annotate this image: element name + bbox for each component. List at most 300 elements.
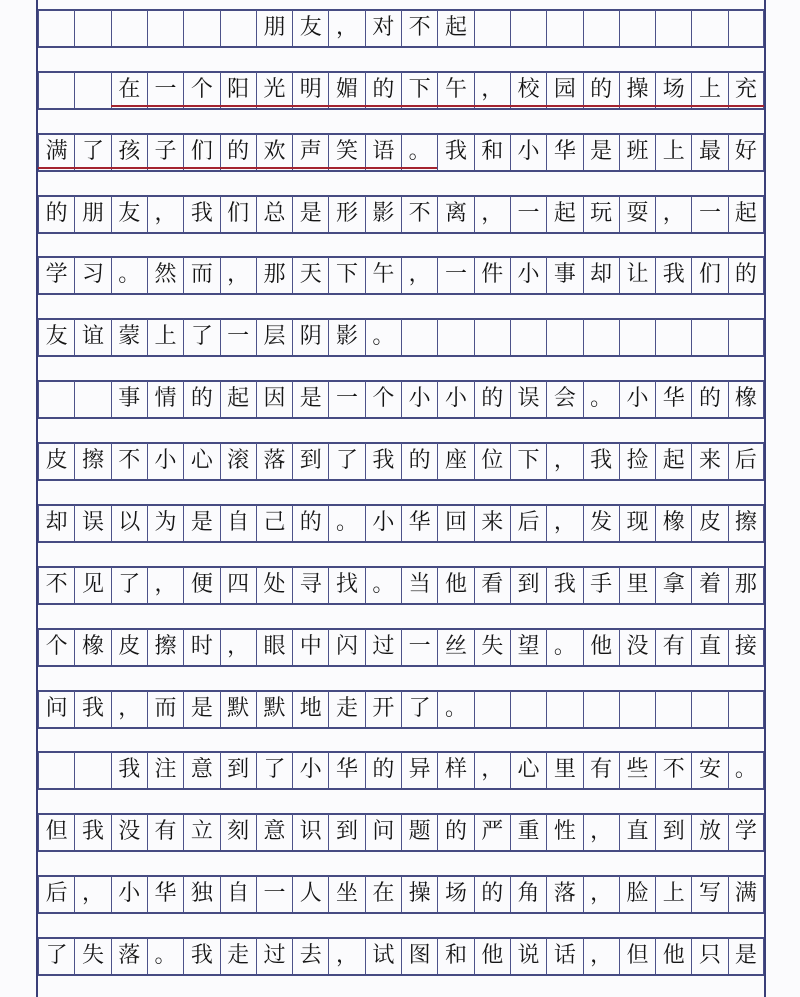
grid-cell: 识: [292, 814, 328, 850]
grid-cell: 习: [74, 257, 110, 293]
grid-cell: 天: [292, 257, 328, 293]
grid-cell: 寻: [292, 567, 328, 603]
grid-line: [38, 727, 764, 729]
text-row: [38, 691, 764, 727]
grid-cell: 子: [147, 134, 183, 170]
grid-cell: 一: [401, 629, 437, 665]
grid-line: [38, 355, 764, 357]
grid-cell: 下: [401, 72, 437, 108]
grid-cell: 午: [437, 72, 473, 108]
grid-cell: 媚: [328, 72, 364, 108]
grid-cell: 了: [111, 567, 147, 603]
grid-cell: 的: [38, 196, 74, 232]
text-row: [38, 876, 764, 912]
grid-cell: 一: [510, 196, 546, 232]
grid-cell: 是: [292, 196, 328, 232]
grid-cell: [510, 691, 546, 727]
grid-cell: 小: [510, 257, 546, 293]
grid-cell: 样: [437, 752, 473, 788]
grid-cell: 处: [256, 567, 292, 603]
grid-cell: ，: [474, 196, 510, 232]
grid-cell: 来: [474, 505, 510, 541]
grid-cell: 望: [510, 629, 546, 665]
grid-cell: 刻: [220, 814, 256, 850]
grid-cell: [546, 319, 582, 355]
grid-cell: 。: [437, 691, 473, 727]
grid-cell: 来: [691, 443, 727, 479]
grid-cell: ，: [474, 752, 510, 788]
grid-cell: 光: [256, 72, 292, 108]
grid-cell: 我: [583, 443, 619, 479]
grid-cell: 当: [401, 567, 437, 603]
grid-cell: 是: [292, 381, 328, 417]
grid-cell: 离: [437, 196, 473, 232]
grid-cell: 失: [474, 629, 510, 665]
grid-cell: 我: [74, 814, 110, 850]
grid-cell: [619, 10, 655, 46]
grid-cell: 座: [437, 443, 473, 479]
grid-cell: 直: [691, 629, 727, 665]
grid-line: [38, 417, 764, 419]
grid-cell: 欢: [256, 134, 292, 170]
grid-cell: 默: [220, 691, 256, 727]
grid-cell: 小: [401, 381, 437, 417]
grid-cell: 下: [328, 257, 364, 293]
grid-cell: 玩: [583, 196, 619, 232]
grid-cell: 满: [728, 876, 764, 912]
grid-cell: 时: [183, 629, 219, 665]
grid-cell: [74, 381, 110, 417]
grid-cell: 。: [147, 938, 183, 974]
grid-cell: 在: [365, 876, 401, 912]
grid-cell: 了: [401, 691, 437, 727]
grid-cell: 落: [546, 876, 582, 912]
grid-cell: 然: [147, 257, 183, 293]
grid-cell: 是: [583, 134, 619, 170]
grid-cell: [655, 319, 691, 355]
grid-cell: 。: [401, 134, 437, 170]
text-row: [38, 72, 764, 108]
grid-cell: 。: [546, 629, 582, 665]
grid-cell: 着: [691, 567, 727, 603]
text-row: [38, 257, 764, 293]
grid-cell: 放: [691, 814, 727, 850]
grid-line: [38, 232, 764, 234]
grid-cell: 那: [256, 257, 292, 293]
grid-cell: 最: [691, 134, 727, 170]
grid-cell: 事: [546, 257, 582, 293]
grid-cell: 和: [474, 134, 510, 170]
grid-cell: 题: [401, 814, 437, 850]
grid-cell: 滚: [220, 443, 256, 479]
grid-cell: 上: [691, 72, 727, 108]
grid-line: [38, 293, 764, 295]
grid-cell: 声: [292, 134, 328, 170]
grid-cell: 班: [619, 134, 655, 170]
grid-cell: 没: [111, 814, 147, 850]
grid-cell: [546, 691, 582, 727]
grid-cell: 没: [619, 629, 655, 665]
grid-cell: [474, 10, 510, 46]
grid-cell: 不: [38, 567, 74, 603]
grid-cell: ，: [401, 257, 437, 293]
grid-cell: 朋: [256, 10, 292, 46]
grid-cell: 说: [510, 938, 546, 974]
grid-cell: [474, 691, 510, 727]
grid-cell: 却: [583, 257, 619, 293]
grid-cell: 上: [147, 319, 183, 355]
grid-cell: [691, 10, 727, 46]
grid-cell: 阴: [292, 319, 328, 355]
grid-cell: ，: [546, 505, 582, 541]
grid-cell: 的: [691, 381, 727, 417]
grid-cell: 。: [583, 381, 619, 417]
grid-cell: 个: [365, 381, 401, 417]
grid-cell: 不: [111, 443, 147, 479]
grid-cell: 友: [38, 319, 74, 355]
grid-cell: 误: [74, 505, 110, 541]
grid-cell: 却: [38, 505, 74, 541]
grid-cell: 上: [655, 134, 691, 170]
grid-line: [38, 479, 764, 481]
grid-cell: [74, 72, 110, 108]
grid-cell: 发: [583, 505, 619, 541]
grid-cell: 失: [74, 938, 110, 974]
grid-cell: 角: [510, 876, 546, 912]
grid-cell: 只: [691, 938, 727, 974]
grid-cell: 影: [365, 196, 401, 232]
grid-cell: 的: [365, 752, 401, 788]
grid-cell: ，: [74, 876, 110, 912]
grid-line: [38, 170, 764, 172]
grid-cell: 情: [147, 381, 183, 417]
grid-cell: 我: [365, 443, 401, 479]
grid-cell: 校: [510, 72, 546, 108]
grid-cell: [691, 319, 727, 355]
grid-cell: 一: [691, 196, 727, 232]
grid-cell: 而: [183, 257, 219, 293]
grid-cell: [474, 319, 510, 355]
grid-cell: 学: [38, 257, 74, 293]
grid-cell: 重: [510, 814, 546, 850]
grid-cell: [74, 752, 110, 788]
grid-cell: 皮: [691, 505, 727, 541]
grid-cell: 朋: [74, 196, 110, 232]
grid-cell: 擦: [728, 505, 764, 541]
red-underline: [111, 105, 764, 107]
grid-cell: 己: [256, 505, 292, 541]
grid-cell: 异: [401, 752, 437, 788]
grid-cell: 层: [256, 319, 292, 355]
text-row: [38, 938, 764, 974]
grid-cell: 有: [655, 629, 691, 665]
grid-cell: 满: [38, 134, 74, 170]
grid-line: [38, 665, 764, 667]
grid-cell: 起: [437, 10, 473, 46]
grid-cell: 默: [256, 691, 292, 727]
grid-cell: 起: [220, 381, 256, 417]
grid-line: [38, 603, 764, 605]
grid-cell: 些: [619, 752, 655, 788]
grid-cell: 自: [220, 876, 256, 912]
grid-cell: 见: [74, 567, 110, 603]
grid-cell: 上: [655, 876, 691, 912]
grid-cell: 的: [220, 134, 256, 170]
grid-cell: [619, 691, 655, 727]
grid-cell: 性: [546, 814, 582, 850]
grid-cell: 到: [220, 752, 256, 788]
text-row: [38, 319, 764, 355]
grid-cell: [38, 381, 74, 417]
text-row: [38, 629, 764, 665]
grid-cell: 位: [474, 443, 510, 479]
grid-cell: 到: [328, 814, 364, 850]
grid-line: [38, 541, 764, 543]
grid-cell: 华: [147, 876, 183, 912]
grid-cell: 不: [401, 10, 437, 46]
grid-cell: 操: [619, 72, 655, 108]
grid-cell: 试: [365, 938, 401, 974]
grid-cell: 小: [619, 381, 655, 417]
grid-cell: 。: [365, 567, 401, 603]
grid-cell: 他: [437, 567, 473, 603]
grid-cell: 去: [292, 938, 328, 974]
grid-cell: 。: [328, 505, 364, 541]
grid-cell: 到: [510, 567, 546, 603]
grid-cell: 捡: [619, 443, 655, 479]
grid-cell: ，: [546, 443, 582, 479]
grid-cell: 笑: [328, 134, 364, 170]
grid-cell: 形: [328, 196, 364, 232]
text-row: [38, 814, 764, 850]
grid-cell: 一: [147, 72, 183, 108]
grid-cell: [38, 752, 74, 788]
grid-cell: 友: [111, 196, 147, 232]
text-row: [38, 443, 764, 479]
grid-cell: 擦: [147, 629, 183, 665]
grid-cell: ，: [328, 938, 364, 974]
grid-cell: 华: [328, 752, 364, 788]
grid-cell: 有: [147, 814, 183, 850]
grid-cell: ，: [147, 567, 183, 603]
grid-cell: [655, 691, 691, 727]
grid-cell: 后: [728, 443, 764, 479]
grid-cell: 图: [401, 938, 437, 974]
grid-cell: 为: [147, 505, 183, 541]
grid-cell: 一: [328, 381, 364, 417]
grid-cell: 了: [183, 319, 219, 355]
grid-cell: 后: [38, 876, 74, 912]
grid-cell: 学: [728, 814, 764, 850]
grid-cell: 落: [256, 443, 292, 479]
grid-cell: 皮: [38, 443, 74, 479]
grid-cell: 的: [401, 443, 437, 479]
grid-cell: 了: [38, 938, 74, 974]
grid-cell: ，: [655, 196, 691, 232]
grid-cell: 起: [728, 196, 764, 232]
grid-cell: [655, 10, 691, 46]
grid-cell: 坐: [328, 876, 364, 912]
grid-cell: 眼: [256, 629, 292, 665]
grid-cell: 地: [292, 691, 328, 727]
grid-cell: 华: [401, 505, 437, 541]
grid-cell: 安: [691, 752, 727, 788]
grid-cell: 是: [183, 691, 219, 727]
grid-cell: 人: [292, 876, 328, 912]
grid-cell: 让: [619, 257, 655, 293]
grid-cell: 的: [365, 72, 401, 108]
grid-cell: 。: [365, 319, 401, 355]
grid-cell: 了: [256, 752, 292, 788]
grid-cell: 我: [183, 196, 219, 232]
grid-cell: 话: [546, 938, 582, 974]
grid-cell: 橡: [728, 381, 764, 417]
grid-line: [38, 788, 764, 790]
grid-cell: 落: [111, 938, 147, 974]
grid-cell: [437, 319, 473, 355]
grid-cell: 耍: [619, 196, 655, 232]
grid-cell: ，: [474, 72, 510, 108]
grid-cell: 严: [474, 814, 510, 850]
grid-cell: 总: [256, 196, 292, 232]
grid-cell: 注: [147, 752, 183, 788]
grid-cell: 后: [510, 505, 546, 541]
grid-cell: 接: [728, 629, 764, 665]
grid-cell: ，: [583, 814, 619, 850]
grid-cell: 不: [401, 196, 437, 232]
grid-cell: 走: [220, 938, 256, 974]
grid-cell: 充: [728, 72, 764, 108]
grid-cell: 我: [183, 938, 219, 974]
grid-cell: 午: [365, 257, 401, 293]
grid-cell: 明: [292, 72, 328, 108]
text-row: [38, 134, 764, 170]
grid-cell: 。: [728, 752, 764, 788]
grid-cell: 在: [111, 72, 147, 108]
grid-cell: 问: [38, 691, 74, 727]
grid-cell: [619, 319, 655, 355]
grid-cell: 里: [546, 752, 582, 788]
grid-cell: [583, 691, 619, 727]
grid-line: [38, 46, 764, 48]
grid-cell: 但: [619, 938, 655, 974]
text-row: [38, 196, 764, 232]
grid-cell: 我: [655, 257, 691, 293]
grid-cell: 开: [365, 691, 401, 727]
grid-cell: 自: [220, 505, 256, 541]
grid-cell: 的: [474, 876, 510, 912]
grid-cell: 小: [147, 443, 183, 479]
grid-cell: 们: [183, 134, 219, 170]
grid-cell: [111, 10, 147, 46]
grid-cell: 到: [655, 814, 691, 850]
grid-cell: 而: [147, 691, 183, 727]
grid-cell: 华: [546, 134, 582, 170]
grid-cell: 个: [38, 629, 74, 665]
grid-cell: [183, 10, 219, 46]
grid-cell: 场: [655, 72, 691, 108]
grid-line: [38, 850, 764, 852]
page-border-right: [764, 0, 766, 997]
grid-cell: [510, 319, 546, 355]
grid-cell: [220, 10, 256, 46]
grid-cell: 便: [183, 567, 219, 603]
grid-cell: 的: [583, 72, 619, 108]
grid-cell: 意: [256, 814, 292, 850]
grid-cell: 。: [111, 257, 147, 293]
grid-cell: 现: [619, 505, 655, 541]
grid-cell: [147, 10, 183, 46]
grid-cell: 起: [655, 443, 691, 479]
grid-cell: 谊: [74, 319, 110, 355]
grid-cell: 中: [292, 629, 328, 665]
grid-cell: 我: [437, 134, 473, 170]
grid-cell: 的: [437, 814, 473, 850]
grid-cell: 们: [691, 257, 727, 293]
grid-cell: [728, 691, 764, 727]
grid-cell: 心: [183, 443, 219, 479]
grid-cell: 事: [111, 381, 147, 417]
grid-cell: 我: [111, 752, 147, 788]
grid-cell: 对: [365, 10, 401, 46]
grid-cell: 直: [619, 814, 655, 850]
grid-cell: 件: [474, 257, 510, 293]
grid-cell: 操: [401, 876, 437, 912]
grid-cell: 脸: [619, 876, 655, 912]
grid-cell: 的: [292, 505, 328, 541]
grid-cell: [38, 72, 74, 108]
grid-cell: ，: [328, 10, 364, 46]
grid-line: [38, 912, 764, 914]
text-row: [38, 505, 764, 541]
grid-cell: 橡: [74, 629, 110, 665]
grid-cell: 小: [292, 752, 328, 788]
text-row: [38, 567, 764, 603]
grid-cell: 擦: [74, 443, 110, 479]
grid-cell: 走: [328, 691, 364, 727]
grid-cell: 独: [183, 876, 219, 912]
grid-cell: 误: [510, 381, 546, 417]
grid-cell: 写: [691, 876, 727, 912]
grid-cell: 一: [437, 257, 473, 293]
grid-cell: 影: [328, 319, 364, 355]
grid-cell: 不: [655, 752, 691, 788]
grid-cell: ，: [147, 196, 183, 232]
grid-cell: 意: [183, 752, 219, 788]
grid-cell: 华: [655, 381, 691, 417]
grid-cell: 一: [220, 319, 256, 355]
grid-cell: 是: [183, 505, 219, 541]
grid-cell: 园: [546, 72, 582, 108]
grid-cell: [583, 319, 619, 355]
grid-cell: 小: [365, 505, 401, 541]
grid-cell: 下: [510, 443, 546, 479]
grid-cell: 个: [183, 72, 219, 108]
grid-cell: [583, 10, 619, 46]
grid-cell: 拿: [655, 567, 691, 603]
grid-cell: 到: [292, 443, 328, 479]
grid-cell: ，: [111, 691, 147, 727]
grid-cell: 四: [220, 567, 256, 603]
grid-cell: 里: [619, 567, 655, 603]
text-row: [38, 381, 764, 417]
grid-cell: [728, 10, 764, 46]
grid-cell: 他: [655, 938, 691, 974]
grid-cell: 闪: [328, 629, 364, 665]
grid-cell: 橡: [655, 505, 691, 541]
grid-cell: 因: [256, 381, 292, 417]
grid-cell: 小: [111, 876, 147, 912]
